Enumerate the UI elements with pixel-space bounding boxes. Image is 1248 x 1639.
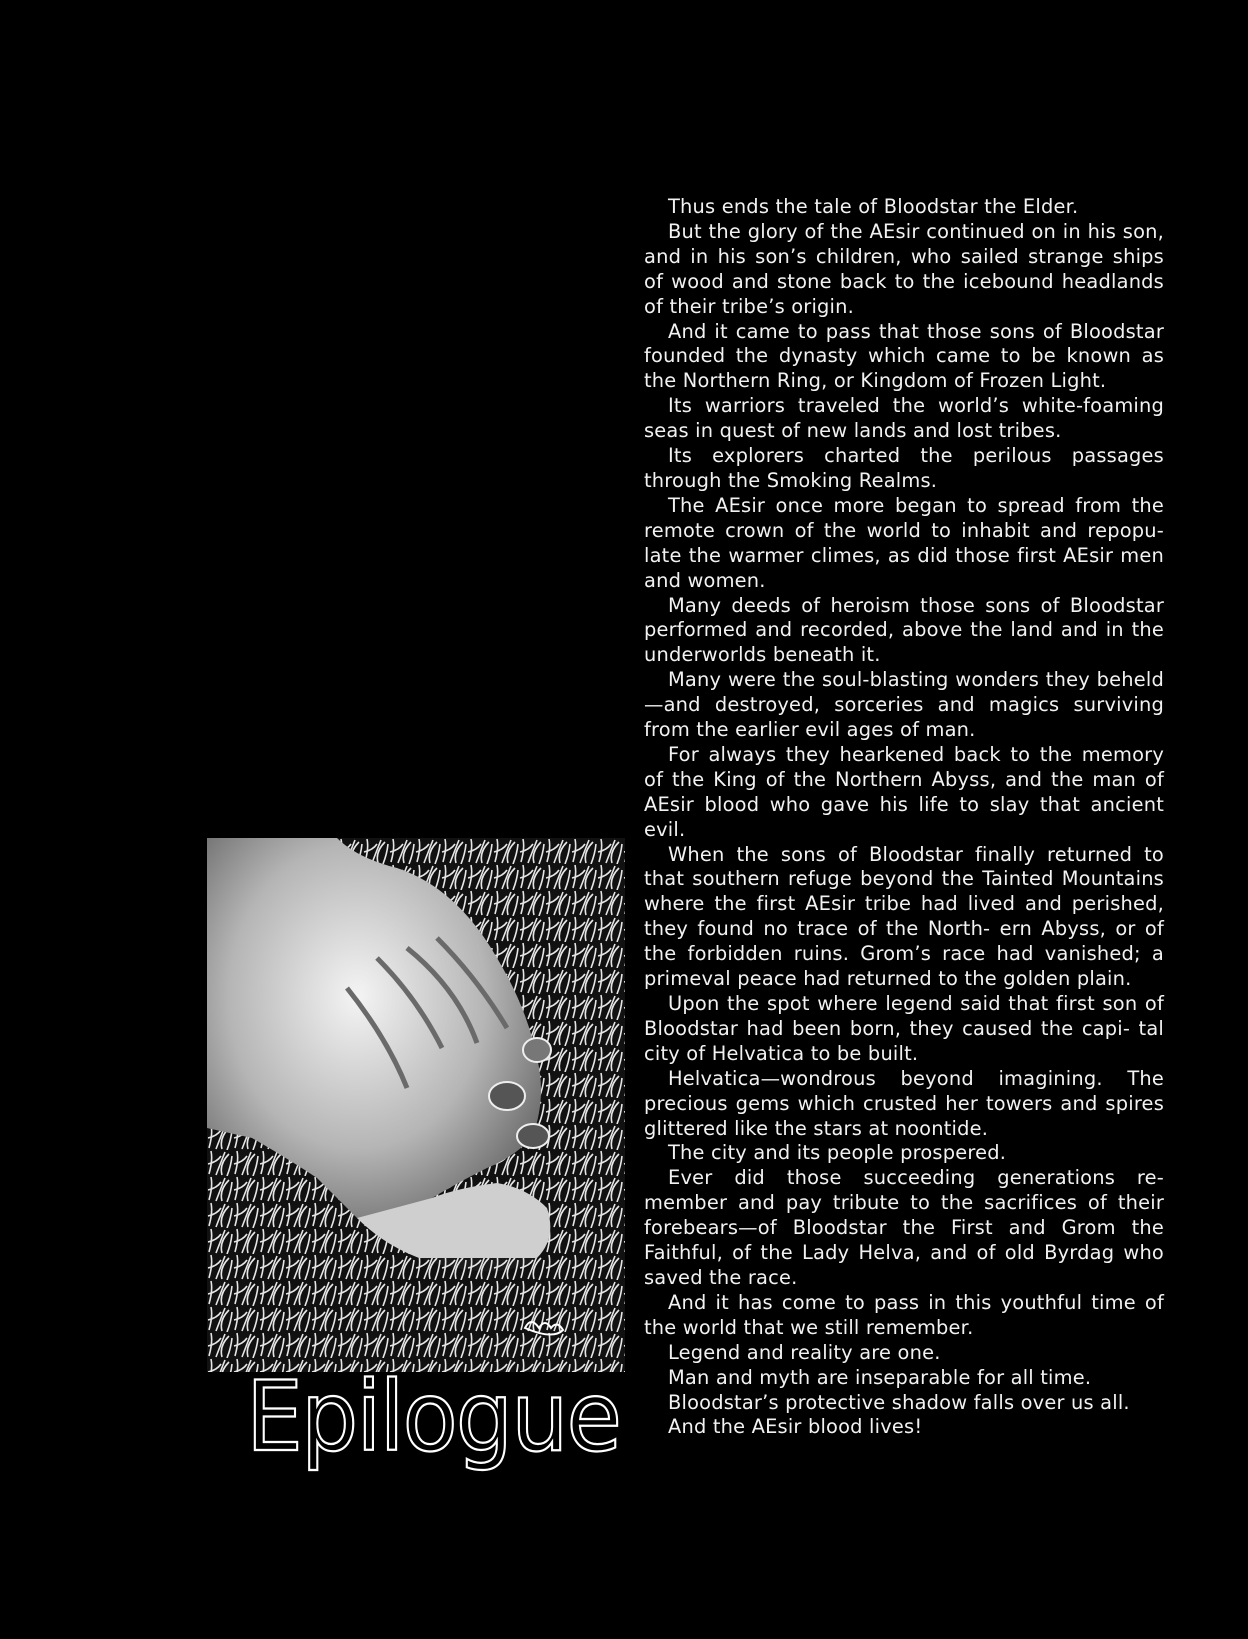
paragraph: But the glory of the AEsir continued on in his son, and in his son’s children, who sailed strange ships of wood and stone back to the icebound headlands of their tribe’s origin. (644, 219, 1164, 318)
epilogue-text-column (644, 195, 1164, 1440)
paragraph: And the AEsir blood lives! (668, 1415, 923, 1439)
paragraph: Many deeds of heroism those sons of Bloodstar performed and recorded, above the land and in the underworlds beneath it. (644, 593, 1164, 667)
epilogue-title-text: Epilogue (246, 1372, 620, 1473)
hand-grass-illustration (207, 838, 625, 1372)
paragraph: Ever did those succeeding generations re- member and pay tribute to the sacrifices of their forebears—of Bloodstar the First and Grom the Faithful, of the Lady Helva, and of old Byrdag who saved the race. (644, 1166, 1164, 1289)
paragraph: Many were the soul-blasting wonders they beheld—and destroyed, sorceries and magics surviving from the earlier evil ages of man. (644, 668, 1164, 742)
paragraph: The city and its people prospered. (668, 1141, 1007, 1165)
paragraph: For always they hearkened back to the memory of the King of the Northern Abyss, and the man of AEsir blood who gave his life to slay that ancient evil. (644, 742, 1164, 841)
epilogue-title (244, 1372, 624, 1482)
paragraph: And it has come to pass in this youthful time of the world that we still remember. (644, 1290, 1164, 1339)
paragraph: Helvatica—wondrous beyond imagining. The precious gems which crusted her towers and spires glittered like the stars at noontide. (644, 1066, 1164, 1140)
paragraph: Bloodstar’s protective shadow falls over us all. (668, 1390, 1130, 1414)
paragraph: Thus ends the tale of Bloodstar the Elder. (668, 195, 1079, 218)
paragraph: Man and myth are inseparable for all time. (668, 1365, 1092, 1389)
paragraph: The AEsir once more began to spread from the remote crown of the world to inhabit and repopu- late the warmer climes, as did those first AEsir men and women. (644, 493, 1164, 592)
paragraph: Its explorers charted the perilous passages through the Smoking Realms. (644, 444, 1164, 492)
paragraph: When the sons of Bloodstar finally returned to that southern refuge beyond the Tainted Mountains where the first AEsir tribe had lived and perished, they found no trace of the North- ern Abyss, or of the forbidden ruins. Grom’s race had vanished; a primeval peace had returned to the golden plain. (644, 842, 1164, 991)
paragraph: And it came to pass that those sons of Bloodstar founded the dynasty which came to be known as the Northern Ring, or Kingdom of Frozen Light. (644, 319, 1164, 393)
paragraph: Its warriors traveled the world’s white-foaming seas in quest of new lands and lost tribes. (644, 394, 1164, 443)
paragraph: Legend and reality are one. (668, 1340, 941, 1364)
paragraph: Upon the spot where legend said that first son of Bloodstar had been born, they caused the capi- tal city of Helvatica to be built. (644, 992, 1164, 1065)
